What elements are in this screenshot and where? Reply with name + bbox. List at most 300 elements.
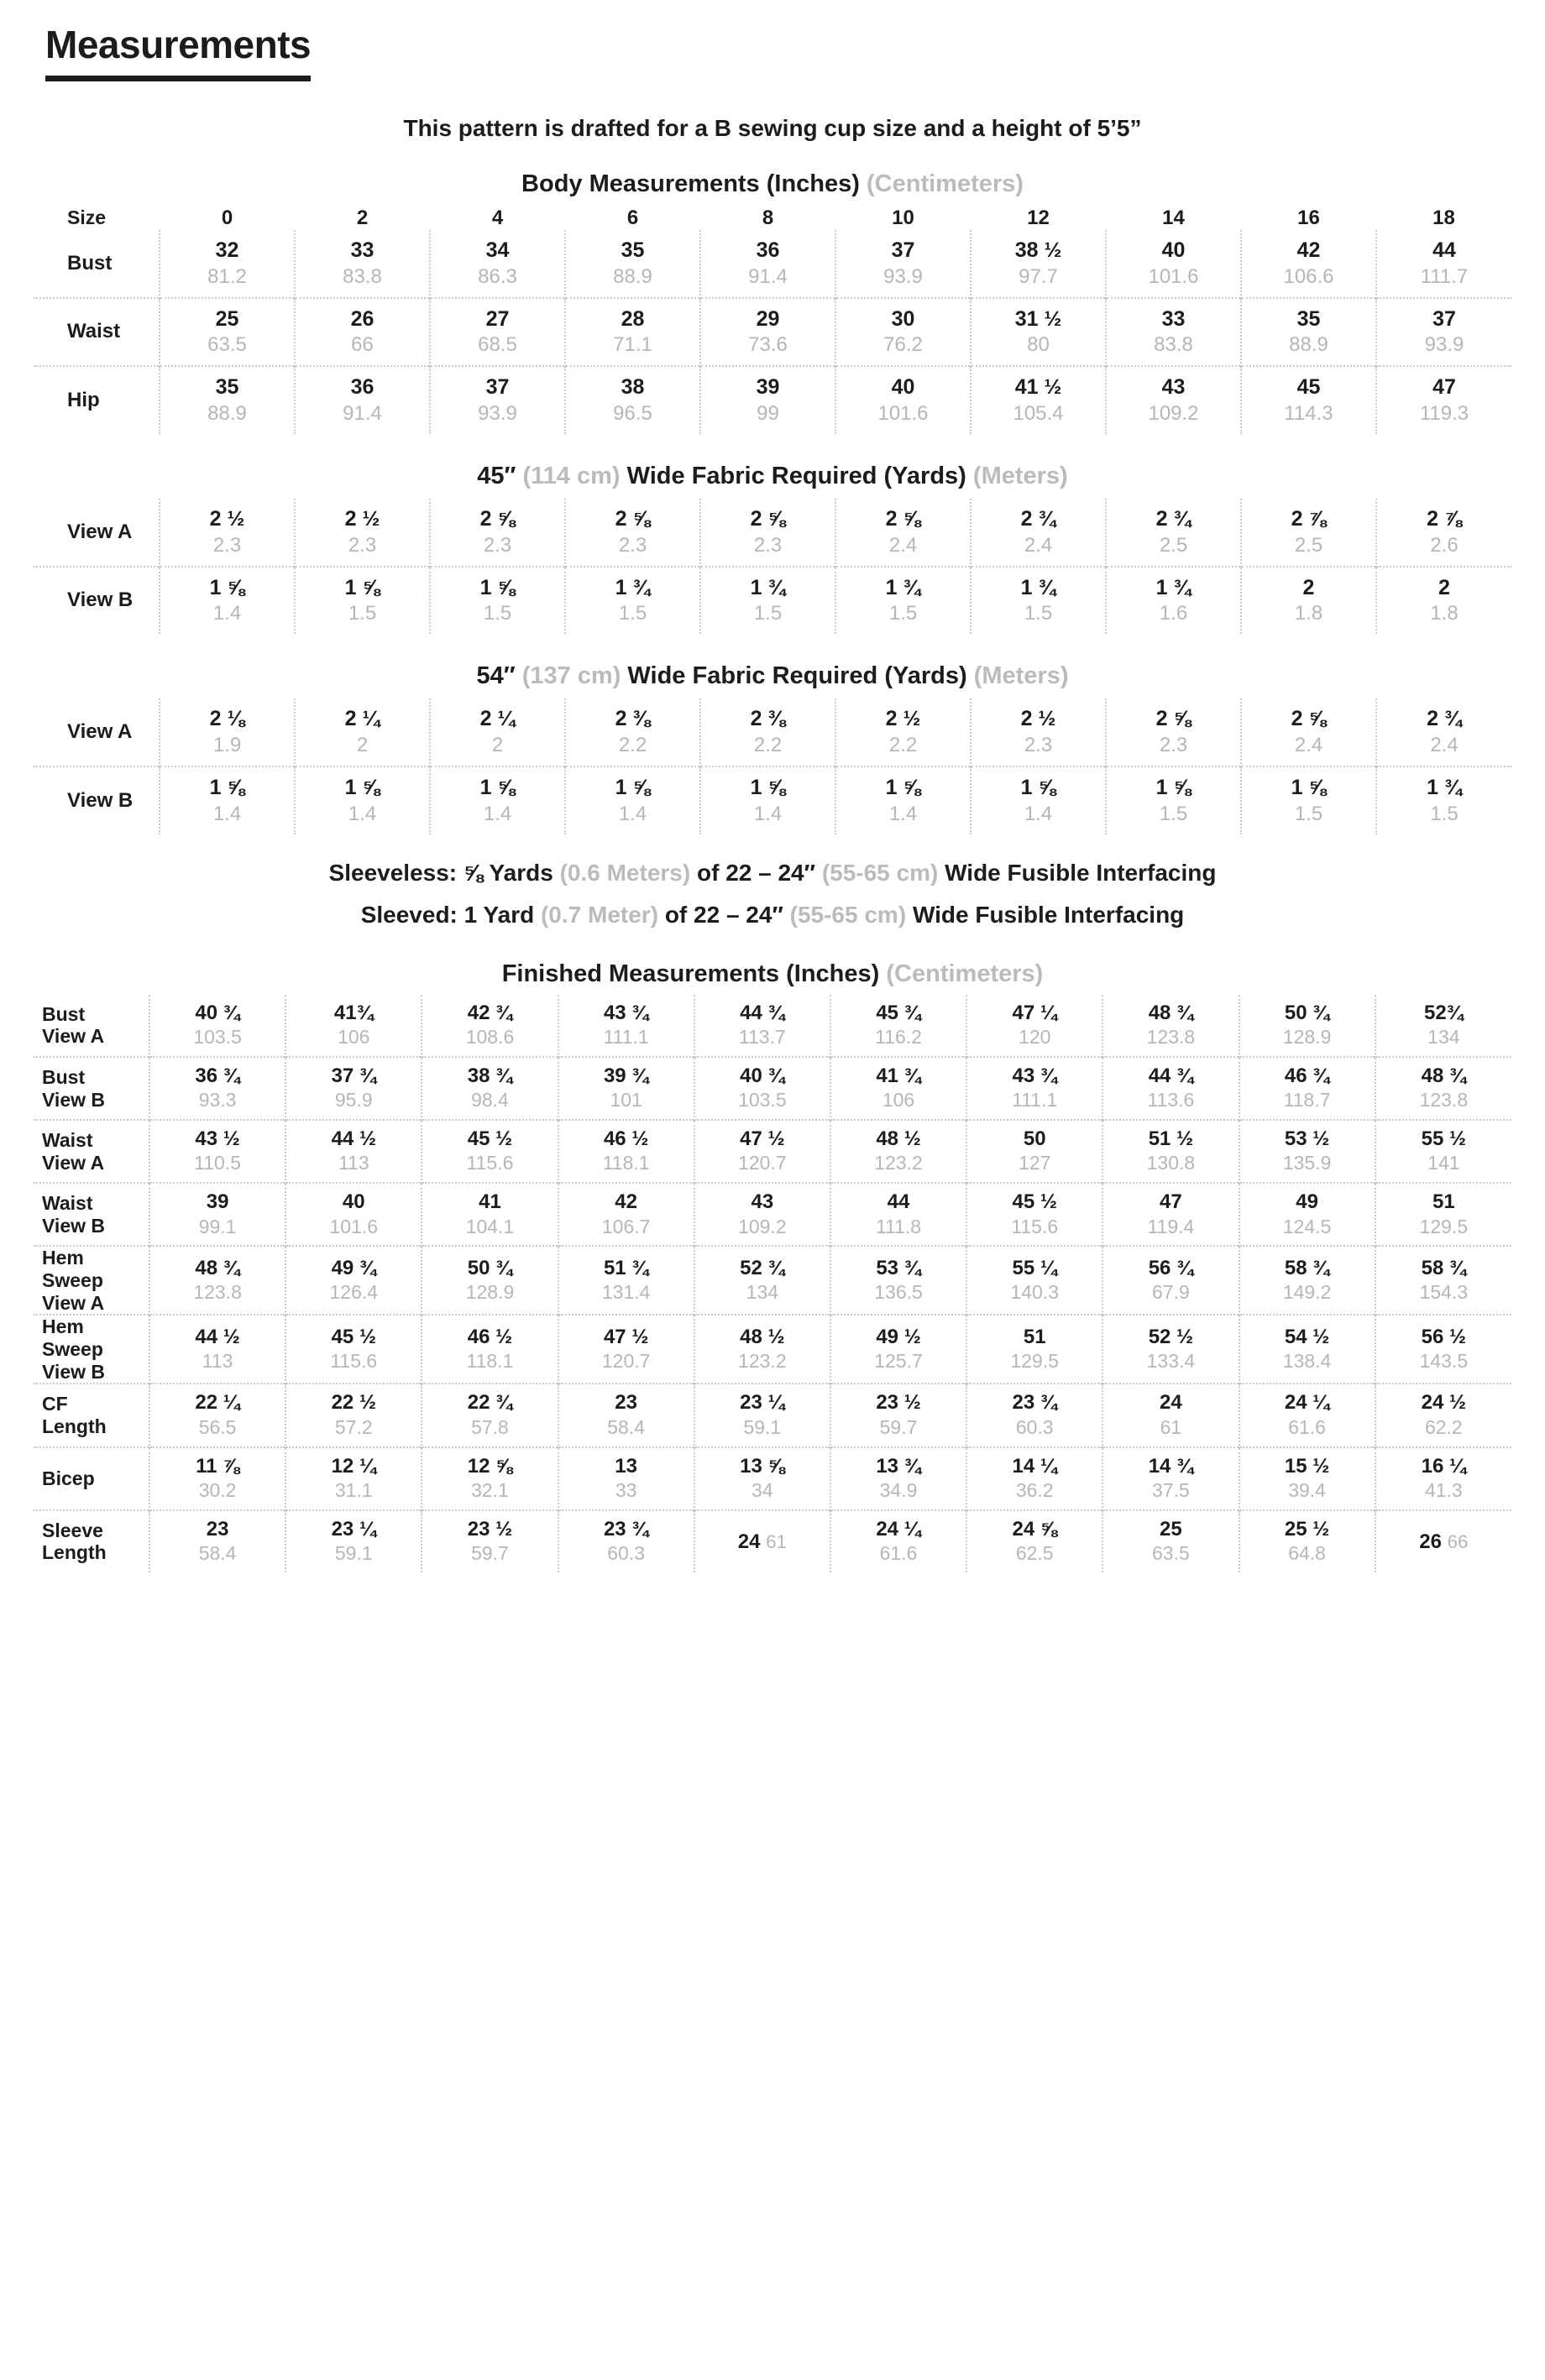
measurement-cell: [835, 230, 971, 298]
measurement-imperial: 45 ½: [1012, 1190, 1057, 1214]
measurement-cell: [285, 1246, 422, 1315]
measurement-metric: 118.1: [466, 1350, 514, 1373]
measurement-cell: [430, 366, 565, 434]
size-header-cell: 18: [1432, 207, 1455, 229]
measurement-cell: [1375, 1510, 1511, 1572]
measurement-metric: 110.5: [194, 1152, 242, 1174]
row-label: Bust View B: [42, 1065, 105, 1111]
measurement-imperial: 1 ⅝: [209, 575, 245, 599]
measurement-imperial: 42 ¾: [467, 1001, 513, 1024]
measurement-cell: [830, 1120, 966, 1183]
measurement-metric: 115.6: [1011, 1215, 1059, 1237]
measurement-metric: 1.5: [1430, 802, 1459, 825]
measurement-metric: 130.8: [1146, 1152, 1196, 1174]
measurement-cell: [971, 698, 1106, 766]
measurement-metric: 59.7: [471, 1542, 509, 1565]
measurement-imperial: 1 ¾: [885, 575, 921, 599]
measurement-imperial: 36 ¾: [195, 1064, 240, 1087]
measurement-metric: 97.7: [1019, 264, 1058, 288]
measurement-imperial: 35: [1296, 306, 1321, 331]
size-header-cell: 10: [892, 207, 914, 229]
interfacing-sleeveless-pre: Sleeveless: ⅝ Yards: [328, 859, 553, 886]
measurement-metric: 120: [1019, 1026, 1051, 1049]
measurement-metric: 30.2: [198, 1478, 237, 1501]
measurement-cell: [1106, 298, 1241, 367]
measurement-imperial: 1 ⅝: [344, 776, 380, 800]
measurement-metric: 57.8: [471, 1415, 509, 1438]
measurement-imperial: 40 ¾: [195, 1001, 240, 1024]
measurement-imperial: 35: [215, 375, 239, 400]
interfacing-sleeved-mid: of 22 – 24″: [664, 901, 783, 928]
measurement-imperial: 25: [1160, 1517, 1182, 1540]
measurement-cell: [700, 698, 835, 766]
measurement-imperial: 45 ½: [467, 1127, 513, 1151]
row-label: Hip: [67, 389, 100, 412]
fabric54-heading-width: 54″: [476, 662, 516, 690]
measurement-metric: 118.1: [602, 1152, 650, 1174]
measurement-imperial: 31 ½: [1014, 306, 1062, 331]
measurement-imperial: 23 ½: [467, 1517, 513, 1540]
measurement-imperial: 12 ⅝: [467, 1454, 513, 1478]
measurement-imperial: 44: [887, 1190, 910, 1214]
measurement-imperial: 1 ¾: [750, 575, 786, 599]
measurement-metric: 106: [882, 1089, 915, 1112]
intro-text: This pattern is drafted for a B sewing cup size and a height of 5’5”: [403, 115, 1142, 141]
measurement-cell: [1241, 298, 1376, 367]
page-title: Measurements: [45, 22, 311, 81]
measurement-cell: [1241, 698, 1376, 766]
measurement-metric: 113.6: [1147, 1089, 1195, 1112]
measurement-cell: [558, 1447, 694, 1510]
finished-heading-imperial: Finished Measurements (Inches): [501, 960, 880, 987]
measurement-imperial: 34: [485, 238, 510, 262]
body-measurements-heading-imperial: Body Measurements (Inches): [521, 170, 860, 197]
measurement-metric: 123.2: [738, 1350, 787, 1373]
measurement-metric: 103.5: [738, 1089, 787, 1112]
measurement-cell: [285, 1447, 422, 1510]
measurement-imperial: 1 ⅝: [615, 776, 651, 800]
interfacing-sleeveless: [34, 860, 1511, 887]
measurement-metric: 108.6: [465, 1026, 515, 1049]
measurement-cell: [694, 1057, 830, 1120]
measurement-metric: 1.4: [212, 802, 242, 825]
measurement-imperial: 24 ¼: [1284, 1391, 1330, 1415]
measurement-cell: [971, 766, 1106, 834]
fabric54-table: [34, 698, 1511, 834]
measurement-imperial: 2 ¼: [344, 707, 380, 731]
measurement-cell: [1106, 366, 1241, 434]
measurement-imperial: 38 ¾: [467, 1064, 513, 1087]
table-row: [34, 766, 1511, 834]
fabric54-heading-width-metric: (137 cm): [521, 662, 621, 690]
measurement-imperial: 48 ½: [876, 1127, 921, 1151]
measurement-cell: [835, 698, 971, 766]
measurement-metric: 119.4: [1147, 1215, 1195, 1237]
measurement-cell: [1102, 1315, 1239, 1384]
row-label: Waist View A: [42, 1129, 105, 1174]
measurement-metric: 88.9: [613, 264, 652, 288]
measurement-metric: 2.3: [348, 533, 377, 557]
measurement-cell: [966, 995, 1102, 1057]
measurement-metric: 2.4: [1294, 733, 1323, 756]
interfacing-sleeveless-post: Wide Fusible Interfacing: [945, 859, 1217, 886]
table-row: [34, 1246, 1511, 1315]
measurement-metric: 1.5: [888, 602, 918, 625]
measurement-metric: 154.3: [1419, 1281, 1469, 1304]
size-header-cell: 16: [1297, 207, 1320, 229]
measurement-cell: [558, 1120, 694, 1183]
measurement-imperial: 23: [206, 1517, 229, 1540]
measurement-imperial: 40: [891, 375, 915, 400]
measurement-metric: 133.4: [1146, 1350, 1196, 1373]
measurement-metric: 135.9: [1282, 1152, 1332, 1174]
row-label: Waist: [67, 320, 121, 343]
fabric54-heading-label-metric: (Meters): [973, 662, 1069, 690]
measurement-imperial: 47 ½: [603, 1325, 649, 1348]
measurement-imperial: 22 ¼: [195, 1391, 240, 1415]
fabric45-table: [34, 499, 1511, 634]
measurement-cell: [565, 366, 700, 434]
measurement-imperial: 24 61: [737, 1530, 787, 1553]
measurement-imperial: 51: [1432, 1190, 1455, 1214]
measurement-imperial: 37: [1432, 306, 1456, 331]
measurement-imperial: 14 ¾: [1148, 1454, 1194, 1478]
measurement-metric: 91.4: [748, 264, 788, 288]
measurement-metric: 1.4: [483, 802, 512, 825]
measurement-metric: 119.3: [1419, 401, 1469, 425]
measurement-metric: 93.9: [883, 264, 923, 288]
fabric45-heading-label: Wide Fabric Required (Yards): [626, 463, 966, 490]
measurement-metric: 1.9: [212, 733, 242, 756]
measurement-imperial: 41 ½: [1014, 375, 1062, 400]
measurement-metric: 2.3: [1024, 733, 1053, 756]
measurement-cell: [422, 1120, 558, 1183]
measurement-metric: 123.8: [193, 1281, 242, 1304]
measurement-cell: [149, 1384, 285, 1446]
measurement-cell: [430, 298, 565, 367]
measurement-metric: 2.6: [1430, 533, 1459, 557]
table-row: [34, 298, 1511, 367]
measurement-metric: 32.1: [471, 1478, 509, 1501]
measurement-cell: [295, 567, 430, 635]
measurement-cell: [285, 1120, 422, 1183]
measurement-imperial: 58 ¾: [1421, 1256, 1467, 1279]
measurement-imperial: 51 ¾: [603, 1256, 649, 1279]
measurement-cell: [1241, 567, 1376, 635]
measurement-metric: 1.4: [753, 802, 783, 825]
measurement-imperial: 27: [485, 306, 510, 331]
measurement-cell: [1376, 499, 1511, 567]
measurement-imperial: 47 ¼: [1012, 1001, 1057, 1024]
measurement-metric: 134: [1427, 1026, 1460, 1049]
measurement-cell: [1376, 567, 1511, 635]
measurement-cell: [1375, 1315, 1511, 1384]
measurement-imperial: 28: [621, 306, 645, 331]
measurement-cell: [966, 1447, 1102, 1510]
measurement-imperial: 1 ¾: [1155, 575, 1191, 599]
measurement-metric: 111.8: [875, 1215, 922, 1237]
measurement-metric: 37.5: [1152, 1478, 1190, 1501]
measurement-cell: [1241, 230, 1376, 298]
measurement-imperial: 38 ½: [1014, 238, 1062, 262]
measurement-metric: 1.5: [348, 602, 377, 625]
measurement-metric: 88.9: [1289, 333, 1328, 357]
measurement-imperial: 1 ⅝: [750, 776, 786, 800]
measurement-cell: [430, 698, 565, 766]
measurement-imperial: 38: [621, 375, 645, 400]
measurement-imperial: 33: [350, 238, 374, 262]
measurement-imperial: 43: [751, 1190, 774, 1214]
measurement-metric: 1.4: [618, 802, 647, 825]
measurement-metric: 128.9: [465, 1281, 515, 1304]
measurement-imperial: 2 ½: [209, 507, 245, 531]
measurement-cell: [1375, 1246, 1511, 1315]
measurement-imperial: 55 ½: [1421, 1127, 1467, 1151]
measurement-metric: 129.5: [1419, 1215, 1469, 1237]
table-row: [34, 995, 1511, 1057]
measurement-cell: [971, 499, 1106, 567]
measurement-cell: [835, 567, 971, 635]
measurement-imperial: 13: [615, 1454, 637, 1478]
measurement-cell: [149, 1120, 285, 1183]
measurement-metric: 1.8: [1430, 602, 1459, 625]
interfacing-sleeved-metric1: (0.7 Meter): [540, 901, 659, 928]
measurement-imperial: 2 ⅝: [1155, 707, 1191, 731]
measurement-metric: 1.4: [212, 602, 242, 625]
measurement-cell: [1106, 230, 1241, 298]
row-label: View A: [67, 720, 133, 744]
measurement-cell: [1106, 698, 1241, 766]
measurement-metric: 115.6: [466, 1152, 514, 1174]
measurement-cell: [422, 1057, 558, 1120]
measurement-metric: 143.5: [1419, 1350, 1469, 1373]
measurement-cell: [149, 1315, 285, 1384]
measurement-imperial: 23 ¼: [740, 1391, 785, 1415]
row-label: Bicep: [42, 1467, 95, 1489]
measurement-metric: 2.3: [1159, 733, 1188, 756]
table-row: [34, 1183, 1511, 1246]
measurement-imperial: 43 ¾: [603, 1001, 649, 1024]
measurement-cell: [971, 230, 1106, 298]
measurement-cell: [149, 995, 285, 1057]
measurement-cell: [1241, 499, 1376, 567]
measurement-imperial: 55 ¼: [1012, 1256, 1057, 1279]
measurement-imperial: 53 ½: [1284, 1127, 1330, 1151]
fabric45-heading-width-metric: (114 cm): [522, 463, 621, 490]
measurement-cell: [160, 298, 295, 367]
measurement-cell: [149, 1183, 285, 1246]
measurement-metric: 59.7: [879, 1415, 918, 1438]
measurement-cell: [565, 499, 700, 567]
measurement-metric: 115.6: [330, 1350, 378, 1373]
measurement-cell: [1102, 1384, 1239, 1446]
measurement-imperial: 48 ¾: [1421, 1064, 1467, 1087]
table-row: [34, 567, 1511, 635]
measurement-imperial: 26 66: [1419, 1530, 1469, 1553]
measurement-imperial: 44 ½: [331, 1127, 376, 1151]
measurement-cell: [565, 698, 700, 766]
measurement-metric: 136.5: [874, 1281, 923, 1304]
measurement-cell: [830, 1384, 966, 1446]
measurement-metric: 73.6: [748, 333, 788, 357]
measurement-metric: 91.4: [343, 401, 382, 425]
measurement-imperial: 48 ¾: [1148, 1001, 1194, 1024]
measurement-cell: [1376, 298, 1511, 367]
measurement-metric: 61.6: [1288, 1415, 1326, 1438]
measurement-imperial: 2 ⅝: [615, 507, 651, 531]
measurement-cell: [422, 1315, 558, 1384]
measurement-metric: 1.4: [1024, 802, 1053, 825]
measurement-cell: [1239, 1246, 1375, 1315]
measurement-cell: [160, 567, 295, 635]
measurement-cell: [1239, 1183, 1375, 1246]
measurement-cell: [1102, 1120, 1239, 1183]
measurement-cell: [565, 230, 700, 298]
finished-measurements-table: [34, 995, 1511, 1572]
measurement-cell: [830, 1315, 966, 1384]
measurement-metric: 83.8: [1154, 333, 1193, 357]
row-label: Hem Sweep View B: [42, 1316, 105, 1383]
measurement-metric: 2.4: [1430, 733, 1459, 756]
measurement-imperial: 45 ½: [331, 1325, 376, 1348]
measurement-metric: 62.5: [1015, 1542, 1054, 1565]
size-header-row: [34, 207, 1511, 230]
measurement-cell: [700, 366, 835, 434]
measurement-metric: 114.3: [1284, 401, 1333, 425]
measurement-metric: 1.4: [348, 802, 377, 825]
measurement-imperial: 1 ⅝: [209, 776, 245, 800]
measurement-imperial: 45 ¾: [876, 1001, 921, 1024]
measurement-metric: 2.2: [753, 733, 783, 756]
measurement-imperial: 37: [485, 375, 510, 400]
measurement-metric: 2: [356, 733, 369, 756]
measurement-cell: [558, 995, 694, 1057]
measurement-imperial: 12 ¼: [331, 1454, 376, 1478]
fabric54-heading: [34, 662, 1511, 690]
interfacing-sleeveless-mid: of 22 – 24″: [696, 859, 816, 886]
measurement-imperial: 29: [756, 306, 780, 331]
measurement-metric: 95.9: [334, 1089, 373, 1112]
measurement-metric: 81.2: [207, 264, 247, 288]
measurement-imperial: 42: [615, 1190, 637, 1214]
measurement-metric: 1.6: [1159, 602, 1188, 625]
measurement-metric: 67.9: [1152, 1281, 1190, 1304]
measurement-imperial: 49 ½: [876, 1325, 921, 1348]
measurement-imperial: 16 ¼: [1421, 1454, 1467, 1478]
measurement-cell: [1102, 1246, 1239, 1315]
measurement-metric: 99.1: [198, 1215, 237, 1237]
measurement-metric: 106.6: [1283, 264, 1334, 288]
measurement-cell: [430, 567, 565, 635]
measurement-cell: [700, 567, 835, 635]
measurement-cell: [700, 298, 835, 367]
measurement-cell: [558, 1057, 694, 1120]
fabric45-heading: [34, 463, 1511, 490]
row-label: Bust View A: [42, 1002, 105, 1048]
measurement-imperial: 1 ⅝: [1291, 776, 1327, 800]
measurement-cell: [285, 995, 422, 1057]
measurement-metric: 83.8: [343, 264, 382, 288]
measurement-cell: [285, 1384, 422, 1446]
measurement-cell: [160, 230, 295, 298]
measurement-cell: [966, 1057, 1102, 1120]
measurement-imperial: 2 ⅛: [209, 707, 245, 731]
measurement-imperial: 50: [1023, 1127, 1046, 1151]
measurement-imperial: 11 ⅞: [196, 1454, 240, 1478]
measurement-cell: [565, 766, 700, 834]
measurement-metric: 138.4: [1282, 1350, 1332, 1373]
row-label: Hem Sweep View A: [42, 1247, 105, 1314]
measurement-imperial: 36: [756, 238, 780, 262]
measurement-imperial: 36: [350, 375, 374, 400]
measurement-imperial: 43: [1161, 375, 1186, 400]
measurement-imperial: 56 ½: [1421, 1325, 1467, 1348]
measurement-cell: [1239, 1315, 1375, 1384]
measurement-cell: [1102, 1183, 1239, 1246]
measurement-imperial: 24: [1160, 1391, 1182, 1415]
measurement-cell: [558, 1315, 694, 1384]
measurement-metric: 2.3: [753, 533, 783, 557]
measurement-cell: [430, 766, 565, 834]
measurement-metric: 2.3: [212, 533, 242, 557]
measurement-cell: [295, 499, 430, 567]
measurement-imperial: 39: [756, 375, 780, 400]
measurement-cell: [1376, 230, 1511, 298]
measurement-cell: [430, 230, 565, 298]
measurement-metric: 1.8: [1294, 602, 1323, 625]
measurement-imperial: 24 ⅝: [1012, 1517, 1057, 1540]
measurement-metric: 113: [338, 1152, 369, 1174]
measurement-cell: [160, 698, 295, 766]
measurement-cell: [285, 1183, 422, 1246]
finished-measurements-heading: [34, 960, 1511, 988]
measurement-metric: 58.4: [607, 1415, 646, 1438]
measurement-cell: [1375, 1120, 1511, 1183]
size-header-cell: 12: [1027, 207, 1050, 229]
measurement-imperial: 23 ¼: [331, 1517, 376, 1540]
measurement-metric: 66: [351, 333, 374, 357]
interfacing-sleeved-post: Wide Fusible Interfacing: [912, 901, 1185, 928]
measurement-metric: 2.4: [1024, 533, 1053, 557]
measurement-metric: 61.6: [879, 1542, 918, 1565]
measurement-imperial: 44 ¾: [740, 1001, 785, 1024]
measurement-metric: 2.2: [888, 733, 918, 756]
measurement-cell: [149, 1246, 285, 1315]
measurement-imperial: 26: [350, 306, 374, 331]
measurement-cell: [295, 298, 430, 367]
measurement-metric: 1.5: [1159, 802, 1188, 825]
measurement-imperial: 1 ¾: [1020, 575, 1056, 599]
measurement-imperial: 41: [479, 1190, 501, 1214]
measurement-imperial: 54 ½: [1284, 1325, 1330, 1348]
measurement-metric: 1.5: [483, 602, 512, 625]
measurement-metric: 2.5: [1294, 533, 1323, 557]
measurement-metric: 33: [615, 1478, 637, 1501]
measurement-metric: 41.3: [1424, 1478, 1463, 1501]
row-label: Bust: [67, 251, 113, 275]
measurement-metric: 36.2: [1015, 1478, 1054, 1501]
finished-heading-metric: (Centimeters): [886, 960, 1044, 987]
measurement-metric: 59.1: [334, 1542, 373, 1565]
measurement-metric: 61: [1160, 1415, 1182, 1438]
measurement-imperial: 51 ½: [1148, 1127, 1194, 1151]
measurement-cell: [694, 1315, 830, 1384]
measurement-imperial: 56 ¾: [1148, 1256, 1194, 1279]
measurement-imperial: 22 ¾: [467, 1391, 513, 1415]
measurement-cell: [565, 567, 700, 635]
measurement-cell: [700, 766, 835, 834]
measurement-metric: 57.2: [334, 1415, 373, 1438]
